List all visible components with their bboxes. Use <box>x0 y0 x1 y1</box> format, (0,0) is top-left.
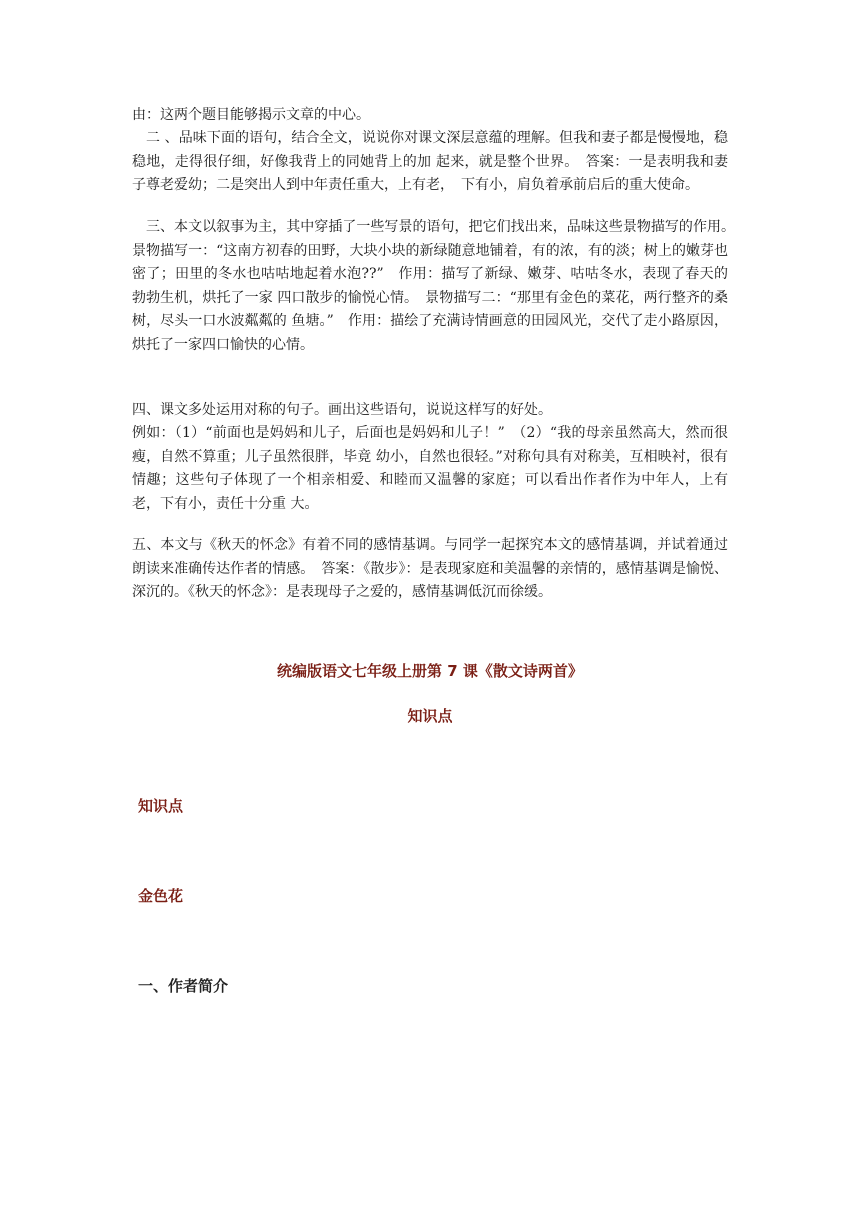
paragraph-question-five: 五、本文与《秋天的怀念》有着不同的感情基调。与同学一起探究本文的感情基调，并试着通过朗读来准确传达作者的情感。 答案：《散步》：是表现家庭和美温馨的亲情的，感情基调是愉悦、深沉的。《秋天的怀念》：是表现母子之爱的，感情基调低沉而徐缓。 <box>132 537 728 600</box>
lesson-title: 统编版语文七年级上册第 7 课《散文诗两首》 <box>277 662 583 680</box>
paragraph-reason: 由：这两个题目能够揭示文章的中心。 <box>132 107 370 123</box>
paragraph-question-three: 三、本文以叙事为主，其中穿插了一些写景的语句，把它们找出来，品味这些景物描写的作用。 景物描写一：“这南方初春的田野，大块小块的新绿随意地铺着，有的浓，有的淡；树上的嫩芽也密了；田里的冬水也咕咕地起着水泡??” 作用：描写了新绿、嫩芽、咕咕冬水，表现了春天的勃勃生机，烘托了一家 四口散步的愉悦心情。 景物描写二：“那里有金色的菜花，两行整齐的桑树，尽头一口水波粼粼的 鱼塘。” 作用：描绘了充满诗情画意的田园风光，交代了走小路原因，烘托了一家四口愉快的心情。 <box>132 219 742 353</box>
knowledge-heading: 知识点 <box>138 797 184 815</box>
golden-flower-heading: 金色花 <box>138 887 184 905</box>
paragraph-question-four: 四、课文多处运用对称的句子。画出这些语句，说说这样写的好处。 <box>132 402 552 418</box>
knowledge-heading-center: 知识点 <box>407 707 453 725</box>
author-intro-heading: 一、作者简介 <box>138 977 229 995</box>
paragraph-example: 例如：（1）“前面也是妈妈和儿子，后面也是妈妈和儿子！” （2）“我的母亲虽然高大，然而很瘦，自然不算重；儿子虽然很胖，毕竟 幼小，自然也很轻。”对称句具有对称美，互相映衬，很有情趣；这些句子体现了一个相亲相爱、和睦而又温馨的家庭；可以看出作者作为中年人，上有老，下有小，责任十分重 大。 <box>132 425 728 512</box>
paragraph-question-two: 二 、品味下面的语句，结合全文，说说你对课文深层意蕴的理解。但我和妻子都是慢慢地，稳稳地，走得很仔细，好像我背上的同她背上的加 起来，就是整个世界。 答案：一是表明我和妻子尊老爱幼；二是突出人到中年责任重大，上有老， 下有小，肩负着承前启后的重大使命。 <box>132 130 728 193</box>
